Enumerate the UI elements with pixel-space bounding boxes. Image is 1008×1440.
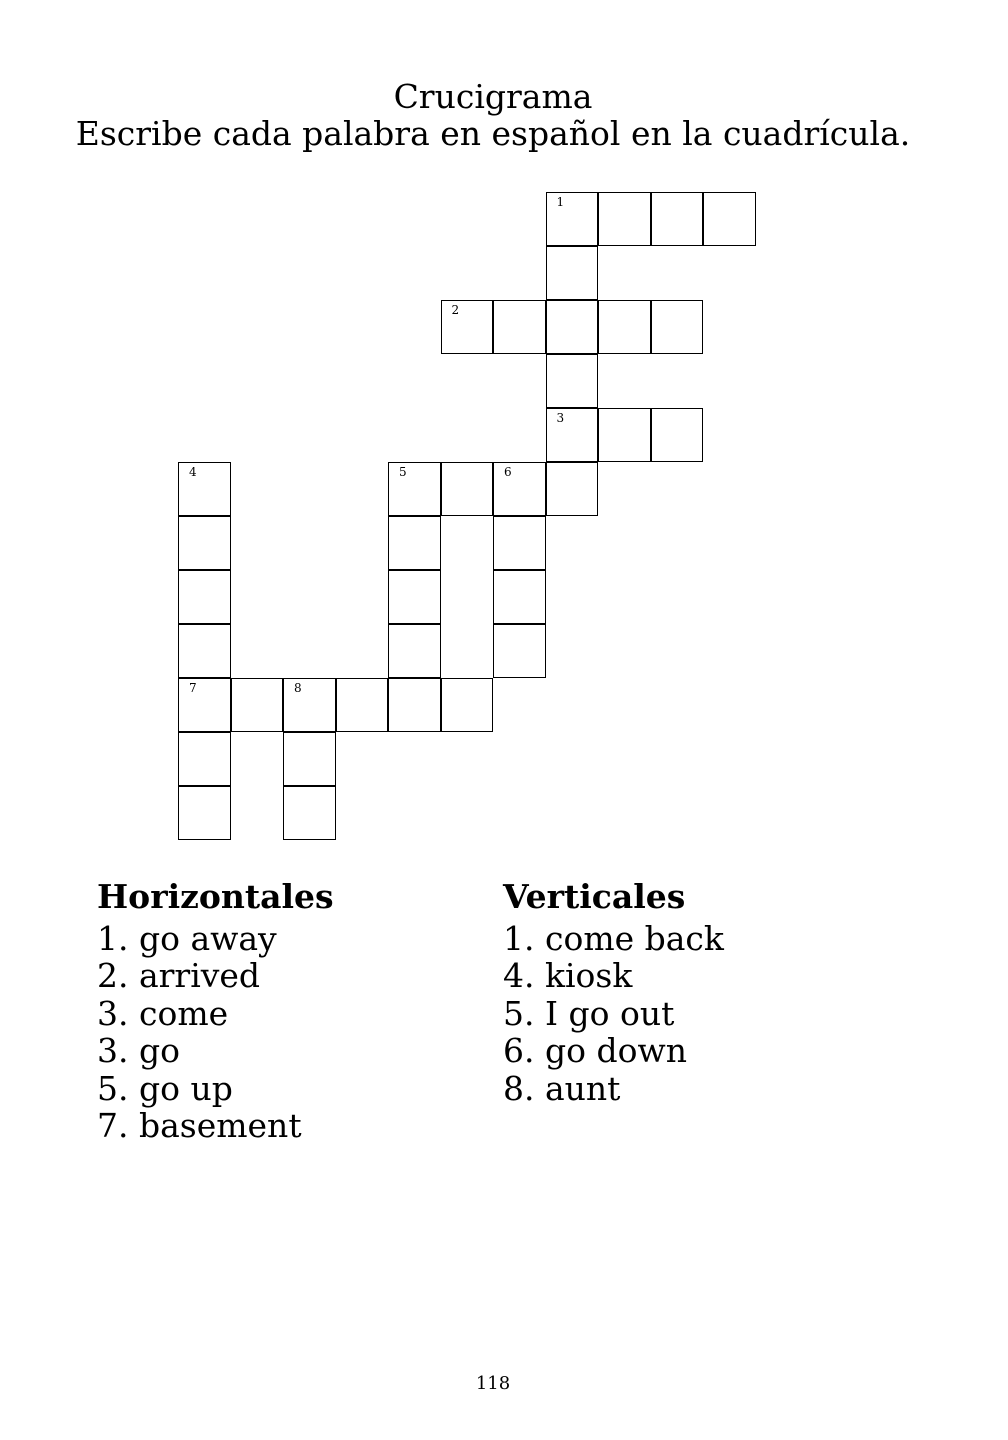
clue-number: 4 <box>189 465 197 479</box>
across-clue-list <box>97 920 302 1144</box>
grid-cell[interactable] <box>388 516 441 570</box>
page-title: Crucigrama <box>393 77 593 116</box>
grid-cell[interactable] <box>493 516 546 570</box>
grid-cell[interactable] <box>178 678 231 732</box>
clue-number: 1 <box>556 195 565 209</box>
grid-cell[interactable] <box>598 408 651 462</box>
grid-cell[interactable] <box>493 624 546 678</box>
clue-number: 2 <box>451 303 460 317</box>
grid-cell[interactable] <box>546 408 599 462</box>
grid-cell[interactable] <box>651 300 704 354</box>
grid-cell[interactable] <box>493 462 546 516</box>
grid-cell[interactable] <box>546 246 599 300</box>
page-number: 118 <box>475 1373 511 1394</box>
clue-number: 7 <box>189 681 197 695</box>
grid-cell[interactable] <box>598 192 651 246</box>
down-clue: 1. come back <box>503 919 724 958</box>
down-heading: Verticales <box>503 877 686 916</box>
across-clue: 3. go <box>97 1031 180 1071</box>
grid-cell[interactable] <box>178 516 231 570</box>
grid-cell[interactable] <box>493 570 546 624</box>
grid-cell[interactable] <box>546 300 599 354</box>
grid-cell[interactable] <box>231 678 284 732</box>
across-clue: 2. arrived <box>97 956 261 996</box>
grid-cell[interactable] <box>283 732 336 786</box>
grid-cell[interactable] <box>178 732 231 786</box>
grid-cell[interactable] <box>441 300 494 354</box>
across-clue: 1. go away <box>97 919 277 958</box>
grid-cell[interactable] <box>388 624 441 678</box>
grid-cell[interactable] <box>651 408 704 462</box>
grid-cell[interactable] <box>388 678 441 732</box>
grid-cell[interactable] <box>493 300 546 354</box>
grid-cell[interactable] <box>651 192 704 246</box>
grid-cell[interactable] <box>388 462 441 516</box>
grid-cell[interactable] <box>178 786 231 840</box>
grid-cell[interactable] <box>546 462 599 516</box>
grid-cell[interactable] <box>441 678 494 732</box>
grid-cell[interactable] <box>546 354 599 408</box>
grid-cell[interactable] <box>388 570 441 624</box>
clue-number: 6 <box>504 465 512 479</box>
page-instructions: Escribe cada palabra en español en la cuadrícula. <box>75 114 911 153</box>
clue-number: 8 <box>294 681 302 695</box>
grid-cell[interactable] <box>546 192 599 246</box>
grid-cell[interactable] <box>178 462 231 516</box>
down-clue: 8. aunt <box>503 1068 621 1108</box>
grid-cell[interactable] <box>441 462 494 516</box>
down-clue-list <box>503 920 724 1107</box>
grid-cell[interactable] <box>283 678 336 732</box>
clue-number: 3 <box>556 411 565 425</box>
grid-cell[interactable] <box>178 570 231 624</box>
across-clue: 3. come <box>97 993 229 1033</box>
grid-cell[interactable] <box>283 786 336 840</box>
grid-cell[interactable] <box>336 678 389 732</box>
grid-cell[interactable] <box>703 192 756 246</box>
grid-cell[interactable] <box>598 300 651 354</box>
down-clue: 6. go down <box>503 1031 687 1071</box>
down-clue: 4. kiosk <box>503 956 633 996</box>
clue-number: 5 <box>399 465 407 479</box>
across-clue: 5. go up <box>97 1068 233 1108</box>
grid-cell[interactable] <box>178 624 231 678</box>
across-heading: Horizontales <box>97 877 334 916</box>
down-clue: 5. I go out <box>503 993 675 1033</box>
across-clue: 7. basement <box>97 1106 302 1146</box>
